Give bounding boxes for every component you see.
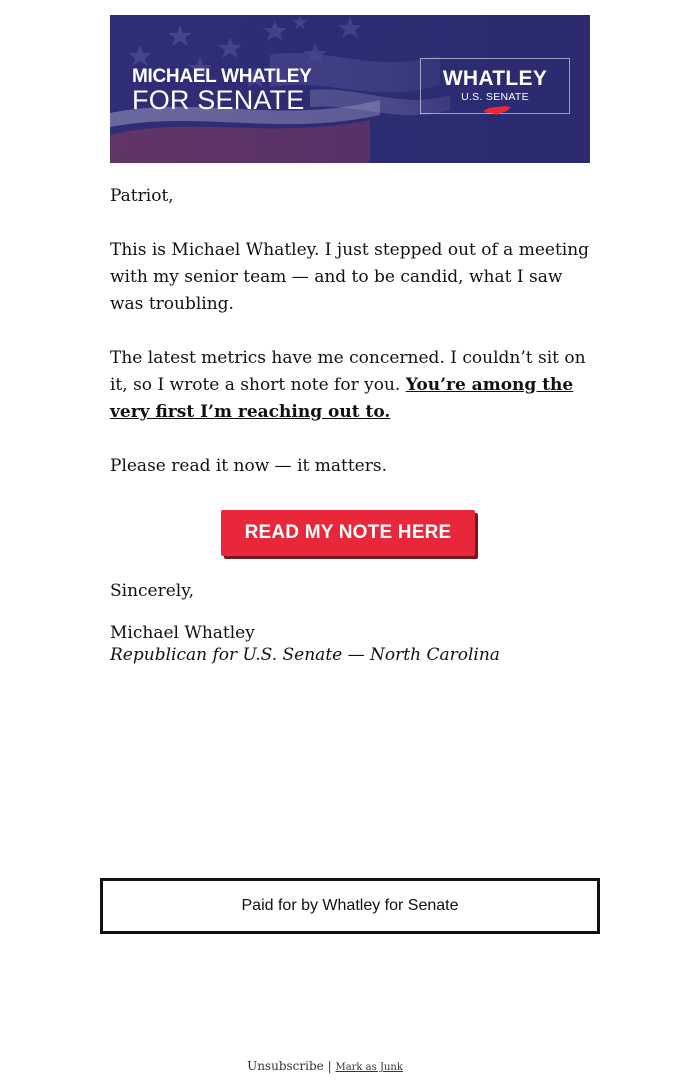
banner-title-line2: FOR SENATE — [132, 85, 305, 115]
unsubscribe-link[interactable]: Unsubscribe — [247, 1059, 324, 1073]
paragraph-intro: This is Michael Whatley. I just stepped out of a meeting with my senior team — and to be candid, what I saw was troubling. — [110, 240, 590, 314]
banner-title — [132, 67, 312, 114]
signoff: Sincerely, — [110, 581, 194, 601]
paragraph-metrics-text: The latest metrics have me concerned. I couldn’t sit on it, so I wrote a short note for you. — [110, 348, 586, 395]
signature-block — [110, 622, 500, 666]
cta-container — [221, 510, 475, 556]
email-body — [110, 183, 594, 507]
mark-as-junk-link[interactable]: Mark as Junk — [335, 1062, 403, 1073]
logo-name: WHATLEY — [442, 67, 548, 90]
among-first-link[interactable]: You’re among the very first I’m reaching out to. — [110, 375, 574, 422]
banner-title-line1: MICHAEL WHATLEY — [132, 66, 312, 87]
north-carolina-state-icon — [483, 106, 511, 116]
email-footer — [0, 1059, 650, 1073]
signature-name: Michael Whatley — [110, 623, 255, 643]
logo-subtitle: U.S. SENATE — [461, 91, 529, 103]
read-my-note-button[interactable]: READ MY NOTE HERE — [221, 510, 475, 556]
signature-title: Republican for U.S. Senate — North Carolina — [110, 645, 500, 665]
greeting: Patriot, — [110, 186, 174, 206]
whatley-logo — [420, 58, 570, 114]
paragraph-read-now: Please read it now — it matters. — [110, 456, 387, 476]
footer-separator: | — [327, 1059, 332, 1073]
header-banner — [110, 15, 590, 163]
paid-for-disclaimer: Paid for by Whatley for Senate — [100, 878, 600, 934]
paragraph-metrics — [110, 345, 594, 426]
